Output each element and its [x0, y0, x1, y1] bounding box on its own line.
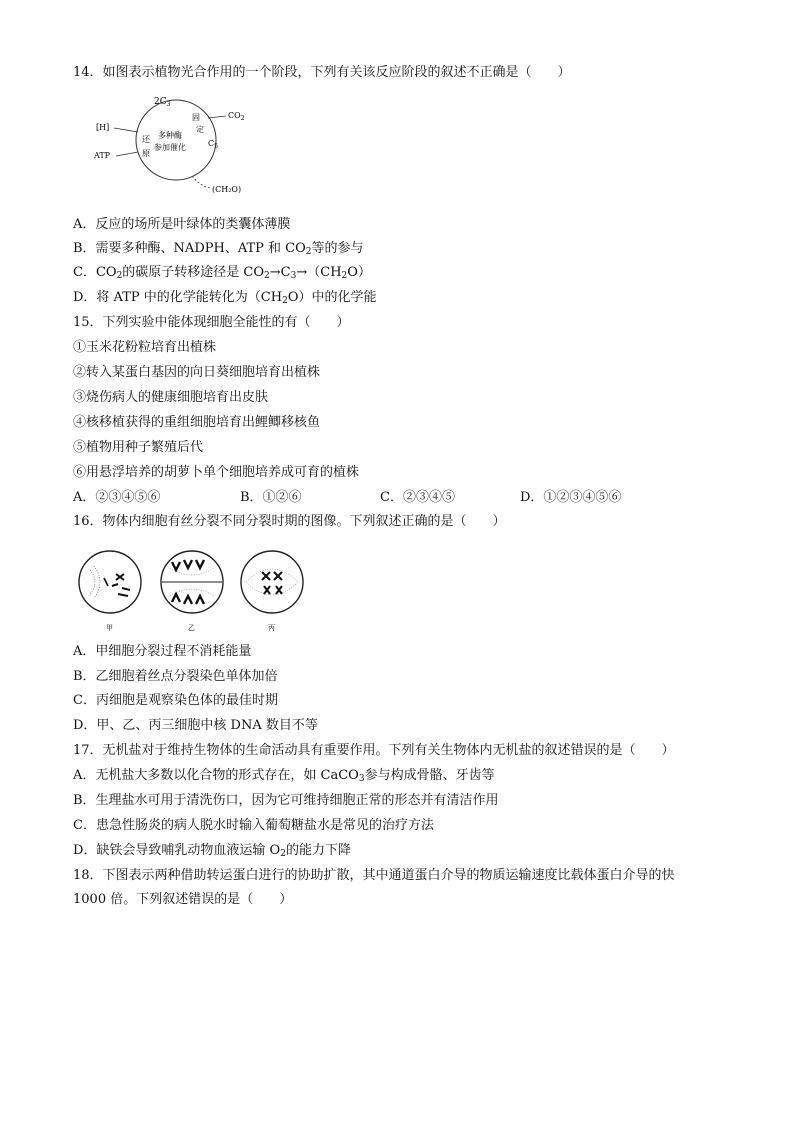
label-enzyme-1: 多种酶 [158, 131, 182, 140]
label-h: [H] [96, 123, 110, 132]
q15-item-6: ⑥用悬浮培养的胡萝卜单个细胞培养成可育的植株 [73, 465, 360, 480]
h-arrow [114, 128, 138, 132]
label-bing: 丙 [268, 624, 275, 632]
q16-stem: 16．物体内细胞有丝分裂不同分裂时期的图像。下列叙述正确的是（ ） [73, 514, 506, 529]
q15-item-4: ④核移植获得的重组细胞培育出鲤鲫移核鱼 [73, 415, 321, 430]
q14-option-c: C．$CO_2$的碳原子转移途径是 $CO_2\to C_3\to(CH_2O)$ [73, 265, 371, 281]
co2-arrow [208, 116, 226, 118]
q17-option-d: D．缺铁会导致哺乳动物血液运输 $O_2$的能力下降 [73, 843, 351, 859]
label-co2: $CO_2$ [228, 111, 245, 122]
q15-stem: 15．下列实验中能体现细胞全能性的有（ ） [73, 315, 350, 330]
q15-item-3: ③烧伤病人的健康细胞培育出皮肤 [73, 390, 269, 405]
q18-stem-line-1: 18．下图表示两种借助转运蛋白进行的协助扩散，其中通道蛋白介导的物质运输速度比载体蛋白介导的快 [73, 868, 675, 883]
label-atp: ATP [94, 151, 111, 160]
q16-option-a: A．甲细胞分裂过程不消耗能量 [73, 644, 252, 659]
q16-option-b: B．乙细胞着丝点分裂染色单体加倍 [73, 669, 278, 684]
q14-option-b: B．需要多种酶、NADPH、ATP 和 $CO_2$等的参与 [73, 241, 364, 257]
q14-option-d: D．将 ATP 中的化学能转化为$(CH_2O)$中的化学能 [73, 290, 377, 306]
q15-item-1: ①玉米花粉粒培育出植株 [73, 340, 217, 355]
q16-option-d: D．甲、乙、丙三细胞中核 DNA 数目不等 [73, 718, 318, 733]
label-ch2o: (CH₂O) [212, 185, 242, 194]
label-fix-2: 定 [196, 125, 204, 134]
q15-option-a: A．②③④⑤⑥ [73, 490, 161, 505]
label-enzyme-2: 参加催化 [154, 143, 186, 152]
cell-yi [161, 551, 223, 613]
q16-mitosis-figure [76, 548, 306, 634]
q15-option-b: B．①②⑥ [240, 490, 302, 505]
q15-item-5: ⑤植物用种子繁殖后代 [73, 440, 204, 455]
q18-stem-line-2: 1000 倍。下列叙述错误的是（ ） [73, 892, 293, 907]
label-reduce-2: 原 [142, 149, 150, 158]
q16-option-c: C．丙细胞是观察染色体的最佳时期 [73, 693, 278, 708]
label-2c3: $2C_3$ [154, 97, 171, 108]
cell-bing [241, 551, 303, 613]
q15-option-c: C．②③④⑤ [380, 490, 455, 505]
q17-option-a: A．无机盐大多数以化合物的形式存在，如 CaCO$_3$参与构成骨骼、牙齿等 [73, 768, 495, 784]
q17-option-b: B．生理盐水可用于清洗伤口，因为它可维持细胞正常的形态并有清洁作用 [73, 793, 499, 808]
label-c5: $C_5$ [208, 139, 218, 150]
cell-jia [79, 551, 141, 613]
product-arrow [192, 176, 212, 188]
label-reduce-1: 还 [142, 135, 150, 144]
q15-option-d: D．①②③④⑤⑥ [520, 490, 622, 505]
label-jia: 甲 [106, 624, 113, 632]
q14-option-a: A．反应的场所是叶绿体的类囊体薄膜 [73, 217, 291, 232]
atp-arrow [116, 152, 138, 156]
label-yi: 乙 [188, 624, 195, 632]
q17-stem: 17．无机盐对于维持生物体的生命活动具有重要作用。下列有关生物体内无机盐的叙述错误的是（ ） [73, 743, 675, 758]
q14-stem: 14．如图表示植物光合作用的一个阶段，下列有关该反应阶段的叙述不正确是（ ） [73, 65, 571, 80]
q17-option-c: C．患急性肠炎的病人脱水时输入葡萄糖盐水是常见的治疗方法 [73, 818, 434, 833]
q14-calvin-cycle-figure [88, 92, 268, 200]
label-fix-1: 固 [192, 113, 200, 122]
q15-item-2: ②转入某蛋白基因的向日葵细胞培育出植株 [73, 365, 321, 380]
